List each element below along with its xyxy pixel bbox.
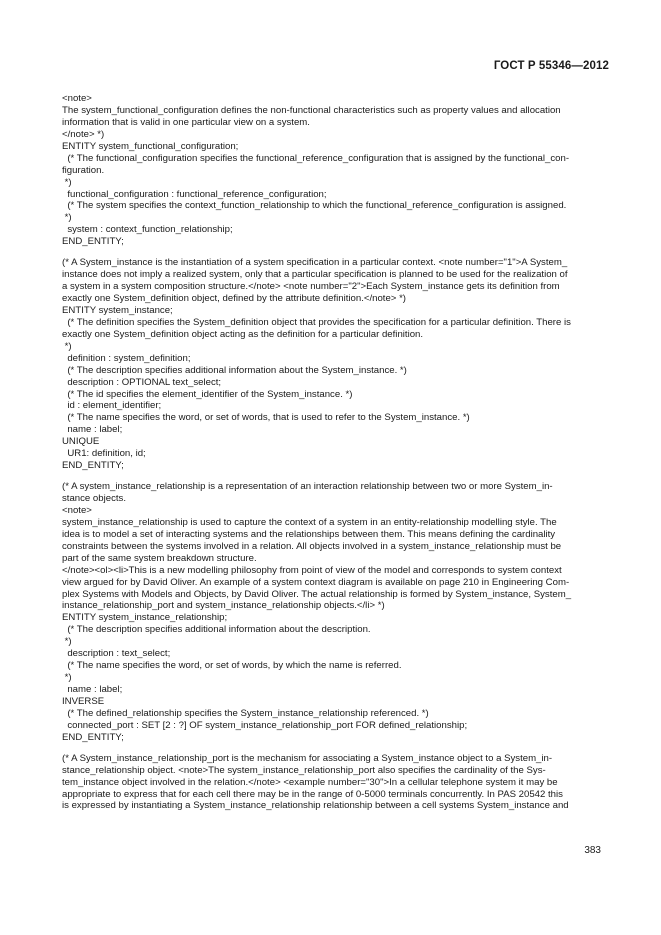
document-standard-header: ГОСТ Р 55346—2012 (493, 60, 609, 72)
entity-block (62, 257, 604, 472)
text-line: ENTITY system_instance; (62, 304, 173, 316)
text-line: system : context_function_relationship; (62, 224, 233, 236)
text-line: INVERSE (62, 695, 105, 707)
text-line: <note> (62, 504, 92, 516)
text-line: </note> *) (62, 128, 105, 140)
text-line: *) (62, 340, 72, 352)
text-line: END_ENTITY; (62, 731, 124, 743)
text-line: definition : system_definition; (62, 352, 191, 364)
text-line: The system_functional_configuration defines the non-functional characteristics such as property values and allocation (62, 104, 561, 116)
document-body (62, 93, 604, 812)
text-line: END_ENTITY; (62, 460, 124, 472)
text-line: stance objects. (62, 493, 126, 504)
text-line: ENTITY system_functional_configuration; (62, 140, 239, 152)
text-line: name : label; (62, 684, 123, 695)
text-line: UR1: definition, id; (62, 448, 146, 460)
text-line: (* The definition specifies the System_definition object that provides the specification for a particular definition. There is (62, 316, 571, 328)
text-line: description : text_select; (62, 648, 171, 660)
text-line: part of the same system breakdown structure. (62, 552, 257, 564)
text-line: (* The defined_relationship specifies the System_instance_relationship referenced. *) (62, 707, 429, 719)
text-line: exactly one System_definition object, defined by the attribute definition.</note> *) (62, 293, 406, 304)
text-line: view argued for by David Oliver. An example of a system context diagram is available on page 210 in Engineering Com- (62, 576, 570, 588)
text-line: tem_instance object involved in the relation.</note> <example number="30">In a cellular telephone system it may be (62, 776, 558, 788)
text-line: (* A System_instance is the instantiation of a system specification in a particular context. <note number="1">A System_ (62, 257, 568, 269)
text-line: description : OPTIONAL text_select; (62, 376, 222, 388)
page-number: 383 (584, 845, 601, 856)
text-line: (* The id specifies the element_identifier of the System_instance. *) (62, 388, 353, 400)
text-line: (* The name specifies the word, or set of words, by which the name is referred. (62, 660, 402, 672)
text-line: *) (62, 672, 72, 684)
text-line: constraints between the systems involved in a relation. All objects involved in a system_instance_relationship must be (62, 540, 562, 552)
text-line: <note> (62, 93, 92, 104)
text-line: system_instance_relationship is used to capture the context of a system in an entity-relationship modelling style. The (62, 516, 557, 528)
text-line: ENTITY system_instance_relationship; (62, 612, 228, 624)
text-line: *) (62, 212, 72, 224)
text-line: (* The functional_configuration specifies the functional_reference_configuration that is assigned by the functional_con- (62, 152, 570, 164)
paragraph-gap (62, 248, 604, 257)
text-line: idea is to model a set of interacting systems and the relationships between them. This means defining the cardinality (62, 528, 556, 540)
entity-block (62, 93, 604, 248)
text-line: instance_relationship_port and system_instance_relationship objects.</li> *) (62, 600, 385, 612)
text-line: a system in a system composition structure.</note> <note number="2">Each System_instance gets its definition from (62, 281, 560, 293)
text-line: connected_port : SET [2 : ?] OF system_instance_relationship_port FOR defined_relationship; (62, 719, 468, 731)
text-line: </note><ol><li>This is a new modelling philosophy from point of view of the model and corresponds to system context (62, 564, 562, 576)
text-line: (* The description specifies additional information about the System_instance. *) (62, 364, 407, 376)
text-line: figuration. (62, 164, 105, 176)
text-line: (* The system specifies the context_function_relationship to which the functional_reference_configuration is assigned. (62, 200, 567, 212)
entity-block (62, 481, 604, 744)
text-line: is expressed by instantiating a System_instance_relationship relationship between a cell systems System_instance and (62, 800, 569, 812)
text-line: stance_relationship object. <note>The system_instance_relationship_port also specifies the cardinality of the Sys- (62, 764, 546, 776)
text-line: exactly one System_definition object acting as the definition for a particular definition. (62, 328, 424, 340)
text-line: name : label; (62, 424, 123, 436)
text-line: plex Systems with Models and Objects, by David Oliver. The actual relationship is formed by System_instance, System_ (62, 588, 572, 600)
text-line: instance does not imply a realized system, only that a particular specification is planned to be used for the realization of (62, 269, 568, 281)
text-line: END_ENTITY; (62, 236, 124, 248)
paragraph-gap (62, 472, 604, 481)
text-line: *) (62, 636, 72, 648)
text-line: (* The name specifies the word, or set of words, that is used to refer to the System_instance. *) (62, 412, 470, 424)
text-line: (* A system_instance_relationship is a representation of an interaction relationship between two or more System_in- (62, 481, 553, 493)
text-line: *) (62, 176, 72, 188)
text-line: appropriate to express that for each cell there may be in the range of 0-5000 terminals concurrently. In PAS 20542 this (62, 788, 563, 800)
text-line: (* The description specifies additional information about the description. (62, 624, 371, 636)
text-line: UNIQUE (62, 436, 100, 448)
text-line: id : element_identifier; (62, 400, 162, 412)
paragraph-gap (62, 744, 604, 753)
text-line: functional_configuration : functional_reference_configuration; (62, 188, 327, 200)
entity-block (62, 753, 604, 813)
text-line: information that is valid in one particular view on a system. (62, 116, 310, 128)
text-line: (* A System_instance_relationship_port is the mechanism for associating a System_instance object to a System_in- (62, 752, 553, 764)
